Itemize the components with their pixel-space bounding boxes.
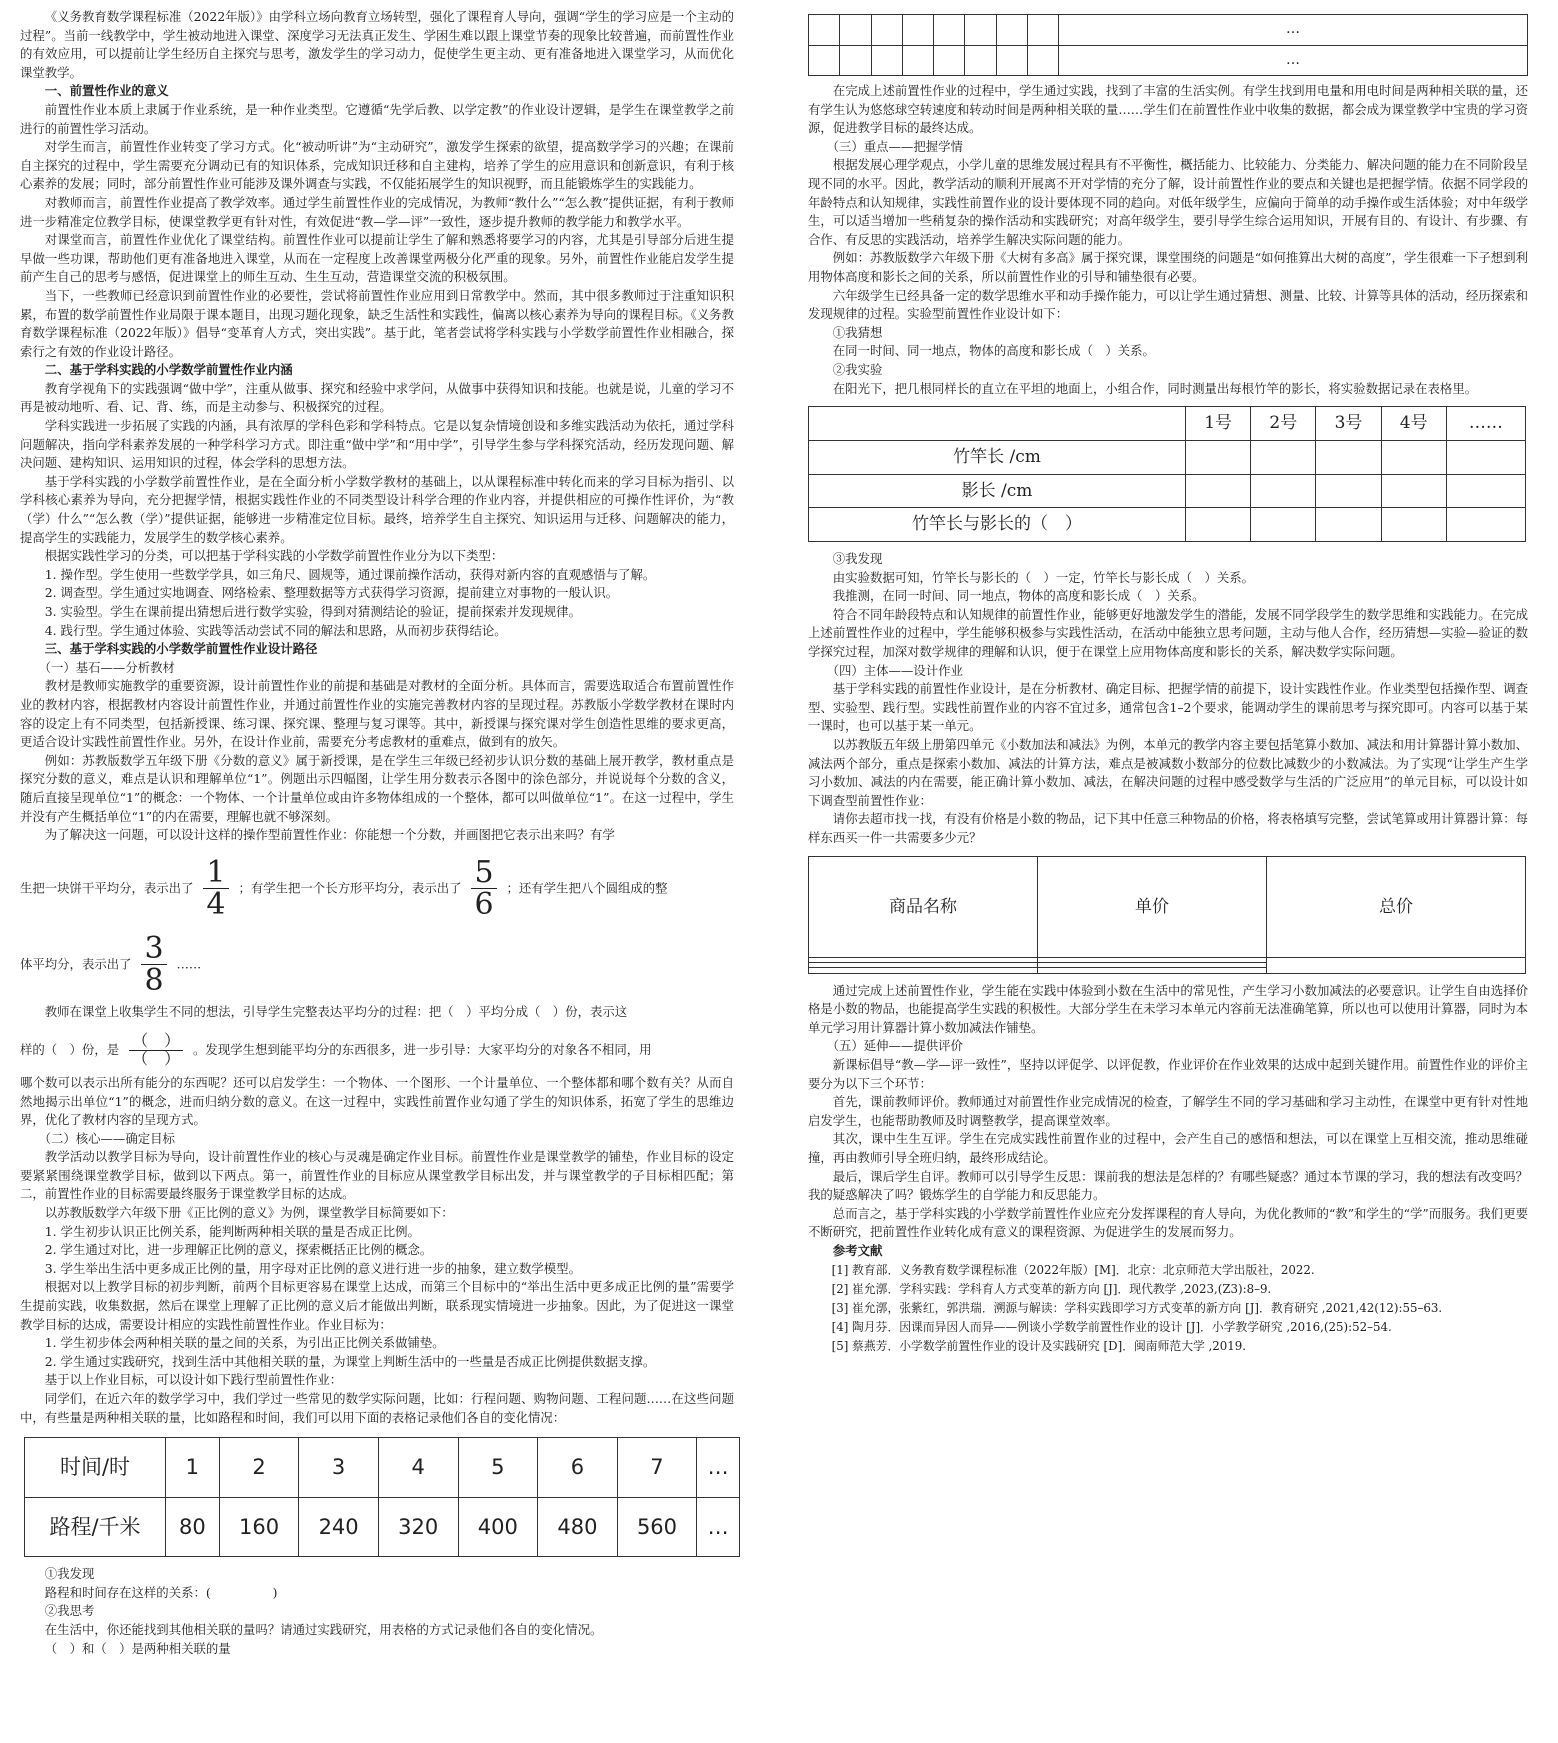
fraction-three-eighths	[141, 930, 166, 999]
step-text: 我推测，在同一时间、同一地点，物体的高度和影长成（ ）关系。	[832, 588, 1205, 604]
table-row	[809, 856, 1526, 957]
question-title: ②我思考	[44, 1603, 95, 1619]
intro-paragraph: 《义务教育数学课程标准（2022年版）》由学科立场向教育立场转型，强化了课程育人导向，强调“学生的学习应是一个主动的过程”。当前一线教学中，学生被动地进入课堂、深度学习无法真正发生、学困生难以跟上课堂节奏的现象比较普遍，而前置性作业的有效应用，可以提前让学生经历自主探究与思考，激发学生的学习动力，促使学生更主动、更有准备地进入课堂学习，从而优化课堂教学。	[20, 9, 734, 80]
paragraph: 当下，一些教师已经意识到前置性作业的必要性，尝试将前置性作业应用到日常教学中。然而，其中很多教师过于注重知识积累，布置的数学前置性作业局限于课本题目，出现习题化现象，缺乏生活性和实践性，偏离以核心素养为导向的课程目标。《义务教育数学课程标准（2022年版）》倡导“变革育人方式，突出实践”。基于此，笔者尝试将学科实践与小学数学前置性作业相融合，探索行之有效的作业设计路径。	[20, 287, 734, 359]
paragraph: 符合不同年龄段特点和认知规律的前置性作业，能够更好地激发学生的潜能，发展不同学段学生的数学思维和实践能力。在完成上述前置性作业的过程中，学生能够积极参与实践性活动，在活动中能独立思考问题，主动与他人合作，经历猜想—实验—验证的数学探究过程，加深对数学规律的理解和认识，便于在课堂上应用物体高度和影长的关系，解决数学实际问题。	[808, 606, 1528, 660]
numerator: （ ）	[129, 1033, 183, 1051]
table-cell: 7	[617, 1438, 697, 1498]
section-3-heading: 三、基于学科实践的小学数学前置性作业设计路径	[44, 641, 318, 657]
column-header: 商品名称	[809, 856, 1038, 957]
list-item: 1. 学生初步体会两种相关联的量之间的关系，为引出正比例关系做铺垫。	[44, 1335, 445, 1351]
subsection-heading: （五）延伸——提供评价	[826, 1038, 963, 1054]
table-cell	[965, 15, 996, 46]
text-span: 。发现学生想到能平均分的东西很多，进一步引导：大家平均分的对象各不相同，用	[193, 1042, 652, 1058]
table-cell: 5	[458, 1438, 538, 1498]
table-cell: …	[1059, 15, 1528, 46]
paragraph: 其次，课中生生互评。学生在完成实践性前置作业的过程中，会产生自己的感悟和想法，可以在课堂上互相交流，推动思维碰撞，再由教师引导全班归纳，最终形成结论。	[808, 1131, 1528, 1165]
paragraph: 根据发展心理学观点，小学儿童的思维发展过程具有不平衡性，概括能力、比较能力、分类能力、解决问题的能力在不同阶段呈现不同的水平。因此，教学活动的顺利开展离不开对学情的充分了解，设计前置性作业的要点和关键也是把握学情。依据不同学段的年龄特点和认知规律，实践性前置作业的设计要体现不同的趋向。对低年级学生，应偏向于简单的动手操作或生活体验；对中年级学生，可以适当增加一些稍复杂的操作活动和实践研究；对高年级学生，要引导学生综合运用知识，开展有目的、有设计、有步骤、有合作、有反思的实践活动，培养学生解决实际问题的能力。	[808, 157, 1528, 247]
left-column	[20, 8, 734, 1658]
table-cell	[809, 407, 1186, 441]
paragraph: 教育学视角下的实践强调“做中学”，注重从做事、探究和经验中求学问，从做事中获得知识和技能。也就是说，儿童的学习不再是被动地听、看、记、背、练，而是主动参与、积极探究的过程。	[20, 380, 734, 415]
paragraph: 总而言之，基于学科实践的小学数学前置性作业应充分发挥课程的育人导向，为优化教师的“教”和学生的“学”而服务。我们更要不断研究，把前置性作业转化成有意义的课程资源、为促进学生的发展而努力。	[808, 1205, 1528, 1240]
table-cell	[871, 15, 902, 46]
table-cell: 6	[538, 1438, 618, 1498]
table-cell	[902, 45, 933, 76]
table-row	[809, 440, 1526, 474]
list-item: 3. 学生举出生活中更多成正比例的量，用字母对正比例的意义进行进一步的抽象，建立数学模型。	[44, 1260, 581, 1276]
step-text: 由实验数据可知，竹竿长与影长的（ ）一定，竹竿长与影长成（ ）关系。	[832, 569, 1255, 585]
numerator: 5	[471, 857, 496, 890]
table-cell	[809, 45, 840, 76]
table-cell	[840, 45, 871, 76]
text-span: 生把一块饼干平均分，表示出了	[20, 880, 194, 896]
paragraph: 基于学科实践的前置性作业设计，是在分析教材、确定目标、把握学情的前提下，设计实践性作业。作业类型包括操作型、调查型、实验型、践行型。实践性前置作业的内容不宜过多，通常包含1–2个要求，能调动学生的课前思考与探究即可。内容可以基于某一课时，也可以基于某一单元。	[808, 681, 1528, 734]
table-cell	[934, 45, 965, 76]
table-cell: 480	[538, 1497, 618, 1557]
step-title: ③我发现	[832, 551, 883, 567]
fraction-one-quarter	[203, 854, 228, 923]
table-cell	[996, 15, 1027, 46]
table-cell	[1381, 508, 1446, 542]
numerator: 3	[141, 933, 166, 966]
section-1-heading: 一、前置性作业的意义	[44, 83, 169, 99]
column-header: 总价	[1267, 856, 1526, 957]
paragraph: 根据对以上教学目标的初步判断，前两个目标更容易在课堂上达成，而第三个目标中的“举出生活中更多成正比例的量”需要学生提前实践，收集数据，然后在课堂上理解了正比例的意义后才能做出判断，联系现实情境进一步抽象。因此，为了促进这一课堂教学目标的达成，需要设计相应的实践性前置性作业。作业目标为：	[20, 1279, 734, 1332]
table-cell	[809, 15, 840, 46]
denominator: 8	[144, 963, 164, 999]
table-cell	[1251, 508, 1316, 542]
table-cell	[1267, 958, 1526, 974]
fraction-five-sixths	[471, 854, 496, 923]
paragraph: 基于学科实践的小学数学前置性作业，是在全面分析小学数学教材的基础上，以从课程标准中转化而来的学习目标为指引、以学科核心素养为导向，充分把握学情，根据实践性作业的不同类型设计科学合理的作业内容，并提供相应的可操作性评价，为“教（学）什么”“怎么教（学）”提供证据，能够进一步精准定位目标。最终，培养学生自主探究、知识运用与迁移、问题解决的能力，提高学生的实践能力，发展学生的数学核心素养。	[20, 473, 734, 545]
table-cell	[871, 45, 902, 76]
continued-table	[808, 14, 1528, 76]
table-cell	[1316, 508, 1381, 542]
table-cell	[1027, 15, 1058, 46]
table-cell	[996, 45, 1027, 76]
denominator: 6	[474, 887, 494, 923]
paragraph: 例如：苏教版数学五年级下册《分数的意义》属于新授课，是在学生三年级已经初步认识分数的基础上展开教学，教材重点是探究分数的意义，难点是认识和理解单位“1”。例题出示四幅图，让学生用分数表示各图中的涂色部分，并说说每个分数的含义，随后直接呈现单位“1”的概念：一个物体、一个计量单位或由许多物体组成的一个整体，都可以叫做单位“1”。在这一过程中，学生并没有产生概括单位“1”的内在需要，理解也就不够深刻。	[20, 752, 734, 824]
step-text: 在阳光下，把几根同样长的直立在平坦的地面上，小组合作，同时测量出每根竹竿的影长，将实验数据记录在表格里。	[832, 380, 1478, 396]
column-header: 3号	[1316, 407, 1381, 441]
fraction-blank	[129, 1033, 183, 1068]
subsection-heading: （四）主体——设计作业	[826, 662, 963, 678]
paragraph: 哪个数可以表示出所有能分的东西呢？还可以启发学生：一个物体、一个图形、一个计量单位、一个整体都和哪个数有关？从而自然地揭示出单位“1”的概念，进而归纳分数的意义。在这一过程中，实践性前置作业勾通了学生的知识体系，拓宽了学生的思维边界，优化了教材内容的呈现方式。	[20, 1074, 734, 1128]
table-cell: 160	[219, 1497, 299, 1557]
row-label: 竹竿长与影长的（ ）	[809, 508, 1186, 542]
reference-item: [2] 崔允漷．学科实践：学科育人方式变革的新方向 [J]．现代教学 ,2023,(Z3):8–9.	[831, 1281, 1272, 1296]
paragraph: 基于以上作业目标，可以设计如下践行型前置性作业：	[44, 1372, 343, 1388]
table-cell	[1251, 474, 1316, 508]
list-item: 2. 学生通过实践研究，找到生活中其他相关联的量，为课堂上判断生活中的一些量是否成正比例提供数据支撑。	[44, 1353, 656, 1369]
paragraph: 以苏教版数学六年级下册《正比例的意义》为例，课堂教学目标简要如下：	[44, 1205, 454, 1221]
paragraph: 例如：苏教版数学六年级下册《大树有多高》属于探究课，课堂围绕的问题是“如何推算出大树的高度”，学生很难一下子想到利用物体高度和影长之间的关系，所以前置性作业的引导和铺垫很有必要。	[808, 250, 1528, 284]
reference-item: [5] 蔡燕芳．小学数学前置性作业的设计及实践研究 [D]．闽南师范大学 ,2019.	[831, 1338, 1247, 1353]
paragraph: 六年级学生已经具备一定的数学思维水平和动手操作能力，可以让学生通过猜想、测量、比较、计算等具体的活动，经历探索和发现规律的过程。实验型前置性作业设计如下：	[808, 287, 1528, 322]
column-header: ……	[1446, 407, 1525, 441]
section-2-heading: 二、基于学科实践的小学数学前置性作业内涵	[44, 362, 293, 378]
table-cell: 4	[378, 1438, 458, 1498]
paragraph: 教学活动以教学目标为导向，设计前置性作业的核心与灵魂是确定作业目标。前置性作业是课堂教学的铺垫，作业目标的设定要紧紧围绕课堂教学目标，做到以下两点。第一，前置性作业的目标应从课堂教学目标出发，并与课堂教学的子目标相匹配；第二，前置性作业的目标需要最终服务于课堂教学目标的达成。	[20, 1149, 734, 1202]
reference-item: [3] 崔允漷，张紫红，郭洪瑞．溯源与解读：学科实践即学习方式变革的新方向 [J]．教育研究 ,2021,42(12):55–63.	[831, 1300, 1443, 1315]
table-cell: 80	[166, 1497, 220, 1557]
column-header: 1号	[1186, 407, 1251, 441]
denominator: （ ）	[132, 1049, 181, 1069]
row-label: 竹竿长 /cm	[809, 440, 1186, 474]
paragraph: 前置性作业本质上隶属于作业系统，是一种作业类型。它遵循“先学后教、以学定教”的作业设计逻辑，是学生在课堂教学之前进行的前置性学习活动。	[20, 101, 734, 136]
table-row	[809, 45, 1528, 76]
paragraph: 对教师而言，前置性作业提高了教学效率。通过学生前置性作业的完成情况，为教师“教什么”“怎么教”提供证据，有利于教师进一步精准定位教学目标，使课堂教学更有针对性，有效促进“教—学—评”一致性，逐步提升教师的教学能力和教学水平。	[20, 194, 734, 229]
table-cell	[840, 15, 871, 46]
list-item: 1. 操作型。学生使用一些数学学具，如三角尺、圆规等，通过课前操作活动，获得对新内容的直观感悟与了解。	[44, 566, 656, 582]
column-header: 2号	[1251, 407, 1316, 441]
table-cell	[1446, 440, 1525, 474]
table-cell: …	[697, 1438, 740, 1498]
denominator: 4	[206, 887, 226, 923]
subsection-heading: （二）核心——确定目标	[38, 1130, 175, 1146]
table-cell	[1316, 474, 1381, 508]
table-cell: …	[1059, 45, 1528, 76]
table-cell	[1186, 440, 1251, 474]
step-title: ②我实验	[832, 361, 883, 377]
paragraph: 教师在课堂上收集学生不同的想法，引导学生完整表达平均分的过程：把（ ）平均分成（ ）份，表示这	[44, 1003, 628, 1019]
table-row	[809, 407, 1526, 441]
table-cell: …	[697, 1497, 740, 1557]
text-span: ；还有学生把八个圆组成的整	[506, 880, 668, 896]
paragraph: 为了解决这一问题，可以设计这样的操作型前置性作业：你能想一个分数，并画图把它表示出来吗？有学	[44, 827, 615, 843]
table-row	[809, 474, 1526, 508]
paragraph: 对学生而言，前置性作业转变了学习方式。化“被动听讲”为“主动研究”，激发学生探索的欲望，提高数学学习的兴趣；在课前自主探究的过程中，学生需要充分调动已有的知识体系，完成知识迁移和自主建构，培养了学生的应用意识和创新意识，有利于核心素养的发展；同时，部分前置性作业可能涉及课外调查与实践，不仅能拓展学生的知识视野，而且能锻炼学生的实践能力。	[20, 139, 734, 192]
text-span: 体平均分，表示出了	[20, 956, 132, 972]
bamboo-shadow-table	[808, 406, 1526, 542]
row-label: 时间/时	[25, 1438, 166, 1498]
paragraph: 新课标倡导“教—学—评一致性”，坚持以评促学、以评促教，作业评价在作业效果的达成中起到关键作用。前置性作业的评价主要分为以下三个环节：	[808, 1056, 1528, 1091]
table-row	[25, 1497, 740, 1557]
shopping-table	[808, 856, 1526, 974]
row-label: 路程/千米	[25, 1497, 166, 1557]
fraction-line-2	[20, 930, 734, 999]
paragraph: 最后，课后学生自评。教师可以引导学生反思：课前我的想法是怎样的？有哪些疑惑？通过本节课的学习，我的想法有改变吗？我的疑惑解决了吗？锻炼学生的自学能力和反思能力。	[808, 1168, 1528, 1203]
numerator: 1	[203, 857, 228, 890]
table-cell: 3	[299, 1438, 379, 1498]
paragraph: 对课堂而言，前置性作业优化了课堂结构。前置性作业可以提前让学生了解和熟悉将要学习的内容，尤其是引导部分后进生提早做一些功课，帮助他们更有准备地进入课堂，从而在一定程度上改善课堂两极分化严重的现象。另外，前置性作业能启发学生提前产生自己的思考与感悟，促进课堂上的师生互动、生生互动，营造课堂交流的积极氛围。	[20, 232, 734, 285]
table-cell: 320	[378, 1497, 458, 1557]
table-cell	[902, 15, 933, 46]
step-text: 在同一时间、同一地点，物体的高度和影长成（ ）关系。	[832, 343, 1155, 359]
table-cell	[809, 968, 1038, 973]
table-cell: 560	[617, 1497, 697, 1557]
paragraph: 学科实践进一步拓展了实践的内涵，具有浓厚的学科色彩和学科特点。它是以复杂情境创设和多维实践活动为依托，通过学科问题解决，指向学科素养发展的一种学科学习方式。即注重“做中学”和“用中学”，引导学生参与学科探究活动，经历发现问题、解决问题、建构知识、运用知识的过程，体会学科的思想方法。	[20, 418, 734, 471]
table-row	[25, 1438, 740, 1498]
paragraph: 首先，课前教师评价。教师通过对前置性作业完成情况的检查，了解学生不同的学习基础和学习主动性，在课堂中更有针对性地启发学生，也能帮助教师及时调整教学，提高课堂效率。	[808, 1094, 1528, 1128]
table-cell: 240	[299, 1497, 379, 1557]
fraction-line-3	[20, 1033, 734, 1068]
column-header: 单价	[1038, 856, 1267, 957]
paragraph: 同学们，在近六年的数学学习中，我们学过一些常见的数学实际问题，比如：行程问题、购物问题、工程问题……在这些问题中，有些量是两种相关联的量，比如路程和时间，我们可以用下面的表格记录他们各自的变化情况：	[20, 1391, 734, 1425]
table-cell	[1316, 440, 1381, 474]
table-cell: 400	[458, 1497, 538, 1557]
references-heading: 参考文献	[832, 1242, 883, 1258]
paragraph: 根据实践性学习的分类，可以把基于学科实践的小学数学前置性作业分为以下类型：	[44, 548, 504, 564]
table-cell	[1186, 508, 1251, 542]
table-cell	[934, 15, 965, 46]
row-label: 影长 /cm	[809, 474, 1186, 508]
text-span: ；有学生把一个长方形平均分，表示出了	[238, 880, 462, 896]
list-item: 3. 实验型。学生在课前提出猜想后进行数学实验，得到对猜测结论的验证，提前探索并发现规律。	[44, 604, 581, 619]
text-span: 样的（ ）份，是	[20, 1042, 120, 1058]
table-row	[809, 15, 1528, 46]
question-text: 在生活中，你还能找到其他相关联的量吗？请通过实践研究，用表格的方式记录他们各自的变化情况。	[44, 1621, 603, 1637]
fraction-line-1	[20, 854, 734, 923]
time-distance-table	[24, 1437, 740, 1557]
column-header: 4号	[1381, 407, 1446, 441]
question-text: 路程和时间存在这样的关系：( )	[44, 1584, 278, 1600]
list-item: 4. 践行型。学生通过体验、实践等活动尝试不同的解法和思路，从而初步获得结论。	[44, 622, 507, 638]
table-cell	[1251, 440, 1316, 474]
table-cell	[1381, 474, 1446, 508]
list-item: 1. 学生初步认识正比例关系，能判断两种相关联的量是否成正比例。	[44, 1223, 420, 1239]
references-list	[808, 1261, 1528, 1356]
paragraph: 通过完成上述前置性作业，学生能在实践中体验到小数在生活中的常见性，产生学习小数加减法的必要意识。让学生自由选择价格是小数的物品，也能提高学生实践的积极性。大部分学生在未学习本单元内容前无法准确笔算，所以也可以使用计算器，同时为本单元学习用计算器计算小数加减法作铺垫。	[808, 982, 1528, 1035]
table-cell	[1027, 45, 1058, 76]
table-cell	[1446, 508, 1525, 542]
question-blank: （ ）和（ ）是两种相关联的量	[44, 1640, 231, 1656]
paragraph: 教材是教师实施教学的重要资源，设计前置性作业的前提和基础是对教材的全面分析。具体而言，需要选取适合布置前置性作业的教材内容，根据教材内容设计前置性作业，并通过前置性作业的实施完善教材内容的呈现过程。苏教版小学数学教材在课时内容的设定上有不同类型，包括新授课、练习课、探究课、整理与复习课等。其中，新授课与探究课对学生创造性思维的要求更高，更适合设计实践性前置性作业。另外，在设计作业前，需要充分考虑教材的重难点，做到有的放矢。	[20, 678, 734, 750]
table-cell	[1381, 440, 1446, 474]
subsection-heading: （一）基石——分析教材	[38, 659, 175, 675]
right-column	[808, 14, 1528, 1356]
question-title: ①我发现	[44, 1566, 95, 1582]
table-cell: 1	[166, 1438, 220, 1498]
paragraph: 以苏教版五年级上册第四单元《小数加法和减法》为例，本单元的教学内容主要包括笔算小数加、减法和用计算器计算小数加、减法两个部分，重点是探索小数加、减法的计算方法，难点是被减数小数部分的位数比减数少的小数减法。为了实现“让学生产生学习小数加、减法的内在需要，能正确计算小数加、减法，在解决问题的过程中感受数学与生活的广泛应用”的单元目标，可以设计如下调查型前置性作业：	[808, 737, 1528, 808]
reference-item: [4] 陶月芬．因课而异因人而异——例谈小学数学前置性作业的设计 [J]．小学教学研究 ,2016,(25):52–54.	[831, 1319, 1392, 1334]
list-item: 2. 调查型。学生通过实地调查、网络检索、整理数据等方式获得学习资源，提前建立对事物的一般认识。	[44, 585, 619, 601]
paragraph: 请你去超市找一找，有没有价格是小数的物品，记下其中任意三种物品的价格，将表格填写完整，尝试笔算或用计算器计算：每样东西买一件一共需要多少元？	[808, 811, 1528, 845]
table-row	[809, 508, 1526, 542]
table-cell	[1186, 474, 1251, 508]
table-cell: 2	[219, 1438, 299, 1498]
paragraph: 在完成上述前置性作业的过程中，学生通过实践，找到了丰富的生活实例。有学生找到用电量和用电时间是两种相关联的量，还有学生认为悠悠球空转速度和转动时间是两种相关联的量……学生们在前置性作业中收集的数据，都会成为课堂教学中宝贵的学习资源，促进教学目标的最终达成。	[808, 83, 1528, 136]
table-cell	[965, 45, 996, 76]
step-title: ①我猜想	[832, 324, 883, 340]
subsection-heading: （三）重点——把握学情	[826, 138, 963, 154]
table-cell	[1038, 968, 1267, 973]
table-cell	[1446, 474, 1525, 508]
reference-item: [1] 教育部．义务教育数学课程标准（2022年版）[M]．北京：北京师范大学出版社，2022.	[831, 1262, 1315, 1277]
list-item: 2. 学生通过对比，进一步理解正比例的意义，探索概括正比例的概念。	[44, 1242, 433, 1258]
text-span: ……	[176, 956, 202, 972]
